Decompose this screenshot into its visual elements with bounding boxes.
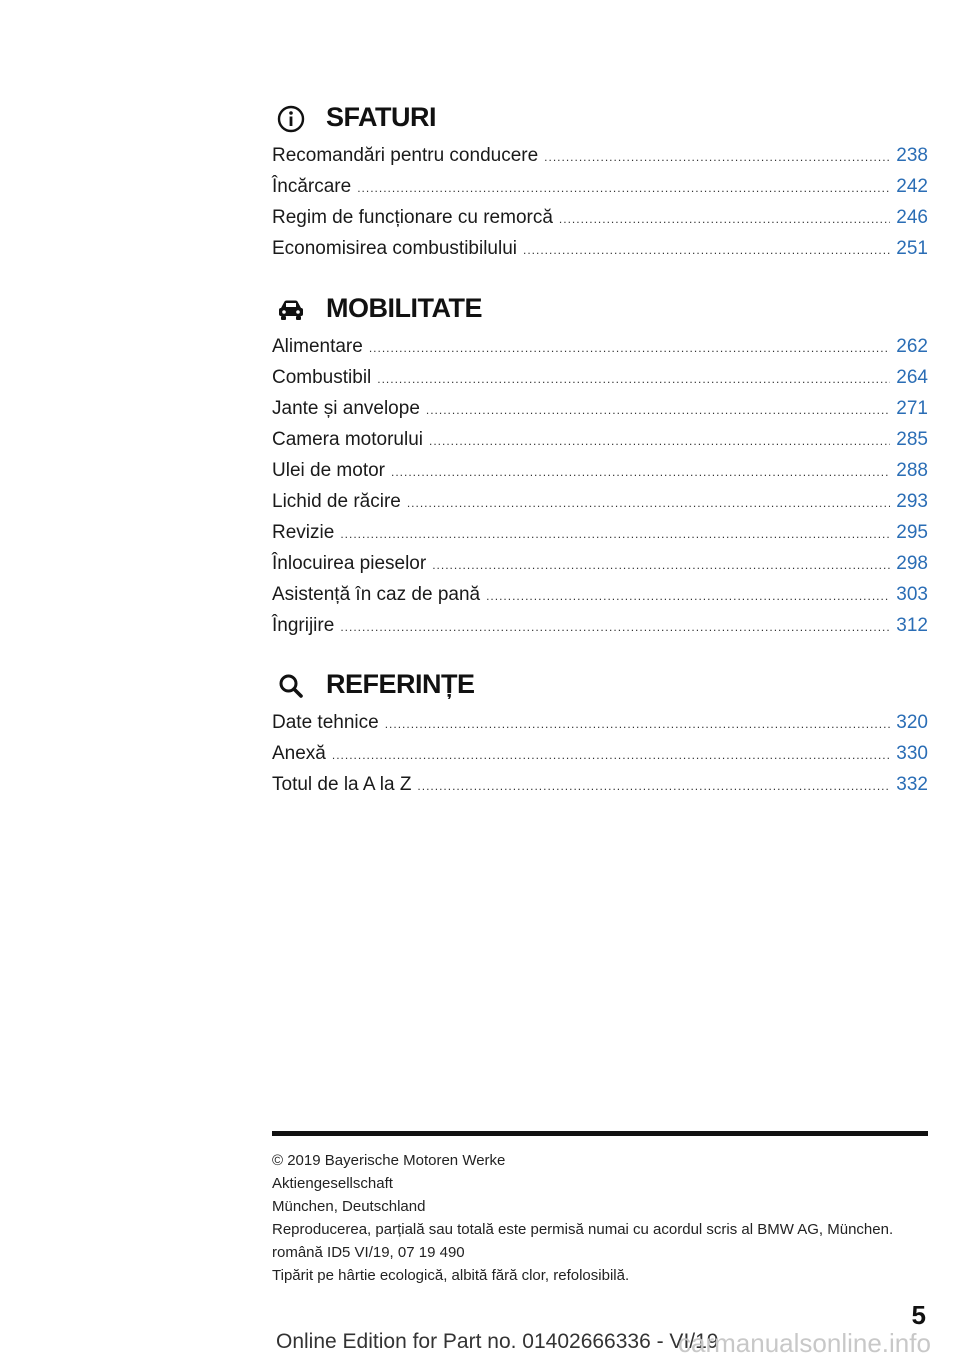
toc-page-link[interactable]: 303 bbox=[896, 584, 928, 605]
toc-entry[interactable] bbox=[272, 202, 928, 233]
section-title: REFERINȚE bbox=[326, 669, 475, 699]
toc-page-link[interactable]: 288 bbox=[896, 460, 928, 481]
toc-entry-title: Asistență în caz de pană bbox=[272, 584, 481, 605]
dot-leader bbox=[426, 395, 890, 426]
toc-page-link[interactable]: 298 bbox=[896, 553, 928, 574]
toc-entry-title: Îngrijire bbox=[272, 615, 335, 636]
toc-entry-title: Anexă bbox=[272, 743, 326, 764]
dot-leader bbox=[340, 612, 890, 643]
dot-leader bbox=[340, 519, 890, 550]
toc-entry-title: Date tehnice bbox=[272, 712, 379, 733]
section-header bbox=[272, 100, 928, 140]
toc-entry-title: Jante și anvelope bbox=[272, 398, 420, 419]
dot-leader bbox=[385, 709, 891, 740]
dot-leader bbox=[391, 457, 890, 488]
toc-list bbox=[272, 140, 928, 264]
toc-page-link[interactable]: 262 bbox=[896, 336, 928, 357]
dot-leader bbox=[357, 173, 890, 204]
dot-leader bbox=[544, 142, 890, 173]
toc-entry-title: Ulei de motor bbox=[272, 460, 385, 481]
toc-list bbox=[272, 707, 928, 800]
dot-leader bbox=[417, 771, 890, 802]
toc-entry-title: Lichid de răcire bbox=[272, 491, 401, 512]
toc-entry[interactable] bbox=[272, 362, 928, 393]
toc-page-link[interactable]: 312 bbox=[896, 615, 928, 636]
toc-entry[interactable] bbox=[272, 393, 928, 424]
toc-entry-title: Totul de la A la Z bbox=[272, 774, 412, 795]
toc-entry-title: Recomandări pentru conducere bbox=[272, 145, 539, 166]
section-title: MOBILITATE bbox=[326, 293, 482, 323]
dot-leader bbox=[523, 235, 890, 266]
toc-entry-title: Economisirea combustibilului bbox=[272, 238, 517, 259]
section-referinte bbox=[272, 667, 928, 800]
toc-entry[interactable] bbox=[272, 517, 928, 548]
toc-entry-title: Camera motorului bbox=[272, 429, 423, 450]
toc-entry[interactable] bbox=[272, 140, 928, 171]
dot-leader bbox=[332, 740, 890, 771]
dot-leader bbox=[407, 488, 890, 519]
dot-leader bbox=[429, 426, 890, 457]
toc-page-link[interactable]: 242 bbox=[896, 176, 928, 197]
toc-page-link[interactable]: 285 bbox=[896, 429, 928, 450]
toc-entry[interactable] bbox=[272, 455, 928, 486]
dot-leader bbox=[486, 581, 890, 612]
page-number: 5 bbox=[911, 1300, 926, 1330]
imprint-line: München, Deutschland bbox=[272, 1198, 426, 1215]
imprint-line: română ID5 VI/19, 07 19 490 bbox=[272, 1244, 465, 1261]
toc-entry-title: Înlocuirea pieselor bbox=[272, 553, 427, 574]
toc-entry[interactable] bbox=[272, 548, 928, 579]
section-mobilitate bbox=[272, 291, 928, 641]
toc-page-link[interactable]: 264 bbox=[896, 367, 928, 388]
toc-entry[interactable] bbox=[272, 486, 928, 517]
toc-entry-title: Revizie bbox=[272, 522, 335, 543]
dot-leader bbox=[559, 204, 890, 235]
toc-list bbox=[272, 331, 928, 641]
toc-entry[interactable] bbox=[272, 424, 928, 455]
footer-edition: Online Edition for Part no. 01402666336 - VI/19 bbox=[276, 1330, 719, 1353]
toc-page-link[interactable]: 271 bbox=[896, 398, 928, 419]
imprint-line: Tipărit pe hârtie ecologică, albită fără clor, refolosibilă. bbox=[272, 1267, 630, 1284]
section-header bbox=[272, 667, 928, 707]
toc-entry[interactable] bbox=[272, 769, 928, 800]
watermark: carmanualsonline.info bbox=[678, 1328, 931, 1358]
imprint-line: Reproducerea, parțială sau totală este permisă numai cu acordul scris al BMW AG, München. bbox=[272, 1221, 894, 1238]
dot-leader bbox=[432, 550, 890, 581]
toc-page-link[interactable]: 320 bbox=[896, 712, 928, 733]
info-icon bbox=[276, 104, 306, 134]
dot-leader bbox=[377, 364, 890, 395]
toc-page-link[interactable]: 293 bbox=[896, 491, 928, 512]
toc-entry[interactable] bbox=[272, 707, 928, 738]
car-icon bbox=[276, 295, 306, 325]
dot-leader bbox=[369, 333, 890, 364]
toc-entry-title: Regim de funcționare cu remorcă bbox=[272, 207, 553, 228]
toc-entry-title: Alimentare bbox=[272, 336, 363, 357]
toc-page-link[interactable]: 238 bbox=[896, 145, 928, 166]
toc-page-link[interactable]: 246 bbox=[896, 207, 928, 228]
imprint bbox=[272, 1149, 932, 1287]
toc-page-link[interactable]: 295 bbox=[896, 522, 928, 543]
imprint-divider bbox=[272, 1131, 928, 1136]
toc-entry[interactable] bbox=[272, 610, 928, 641]
toc-entry-title: Încărcare bbox=[272, 176, 352, 197]
section-header bbox=[272, 291, 928, 331]
toc-entry-title: Combustibil bbox=[272, 367, 372, 388]
search-icon bbox=[276, 671, 306, 701]
toc-page-link[interactable]: 251 bbox=[896, 238, 928, 259]
toc-entry[interactable] bbox=[272, 738, 928, 769]
imprint-line: Aktiengesellschaft bbox=[272, 1175, 393, 1192]
toc-entry[interactable] bbox=[272, 579, 928, 610]
toc-page-link[interactable]: 330 bbox=[896, 743, 928, 764]
imprint-line: © 2019 Bayerische Motoren Werke bbox=[272, 1152, 506, 1169]
toc-entry[interactable] bbox=[272, 331, 928, 362]
section-sfaturi bbox=[272, 100, 928, 264]
toc-page-link[interactable]: 332 bbox=[896, 774, 928, 795]
toc-entry[interactable] bbox=[272, 233, 928, 264]
section-title: SFATURI bbox=[326, 102, 436, 132]
toc-entry[interactable] bbox=[272, 171, 928, 202]
